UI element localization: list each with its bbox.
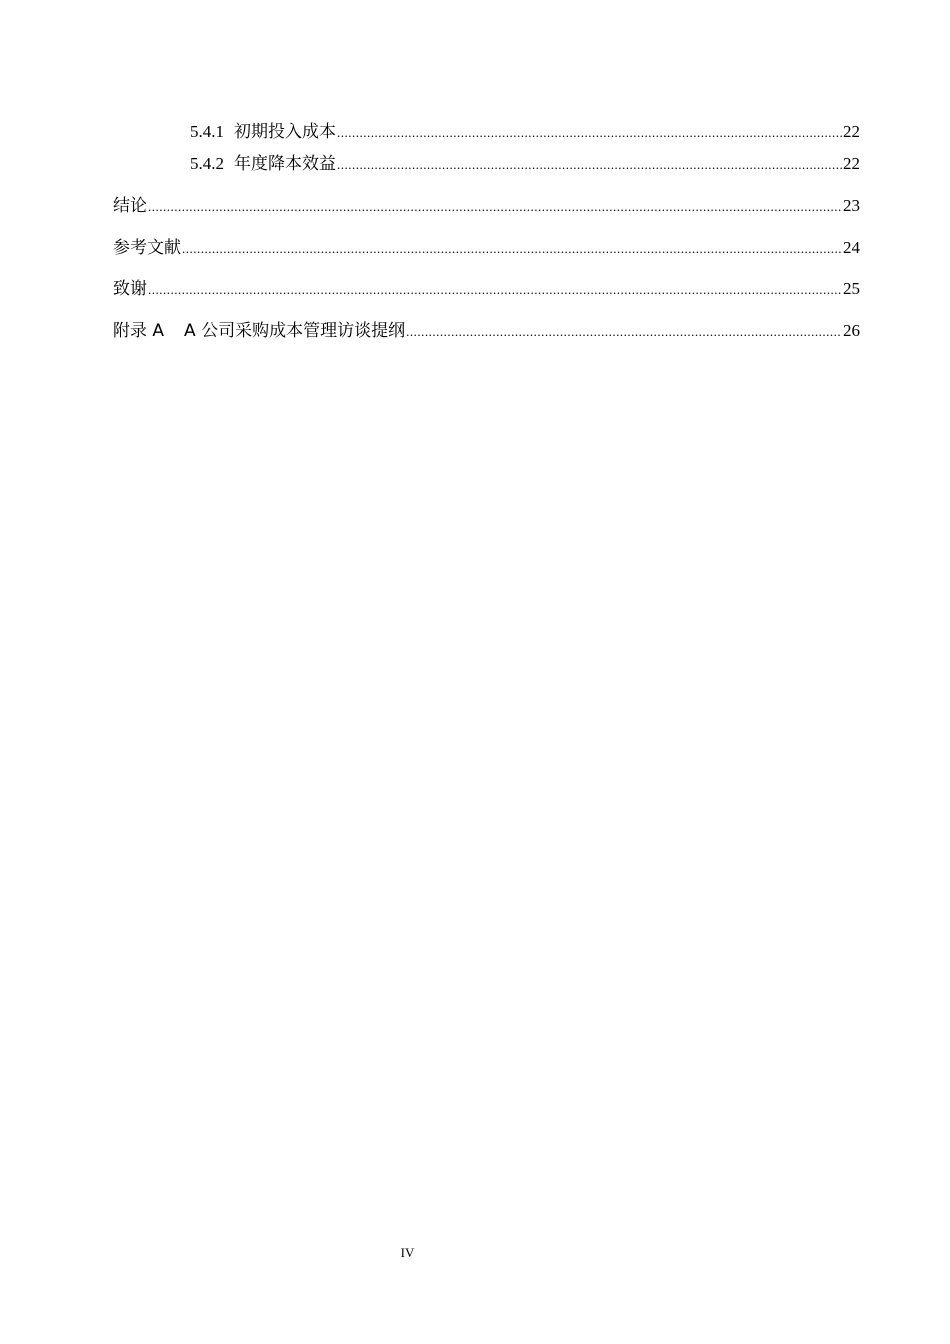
toc-leader-dots (406, 322, 842, 342)
toc-entry-number: 5.4.2 (190, 154, 224, 173)
toc-entry-title: A 公司采购成本管理访谈提纲 (184, 321, 406, 341)
toc-entry-page: 25 (843, 279, 860, 298)
toc-entry-title: 初期投入成本 (234, 122, 336, 141)
toc-entry[interactable] (113, 238, 860, 259)
toc-entry[interactable] (113, 321, 860, 342)
toc-leader-dots (148, 197, 842, 217)
toc-leader-dots (182, 239, 842, 259)
toc-entry-page: 26 (843, 321, 860, 340)
toc-leader-dots (337, 123, 842, 143)
toc-entry-title: 年度降本效益 (234, 154, 336, 173)
page-number: IV (400, 1245, 415, 1260)
toc-entry-page: 24 (843, 238, 860, 257)
toc-entry-page: 22 (843, 122, 860, 141)
toc-entry-number: 附录 A (113, 321, 165, 341)
toc-entry[interactable] (113, 279, 860, 300)
toc-leader-dots (337, 155, 842, 175)
toc-leader-dots (148, 280, 842, 300)
toc-entry[interactable] (190, 122, 860, 143)
toc-entry[interactable] (190, 154, 860, 175)
toc-entry-title: 参考文献 (113, 238, 181, 258)
toc-entry[interactable] (113, 196, 860, 217)
toc-entry-title: 结论 (113, 196, 147, 216)
toc-entry-page: 23 (843, 196, 860, 215)
toc-entry-title: 致谢 (113, 279, 147, 299)
toc-entry-page: 22 (843, 154, 860, 173)
toc-entry-number: 5.4.1 (190, 122, 224, 141)
